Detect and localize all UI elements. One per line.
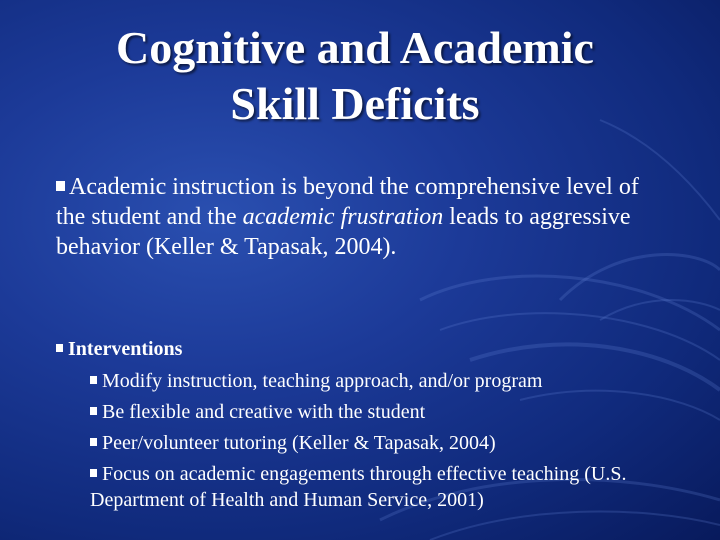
intervention-text: Be flexible and creative with the student: [102, 401, 426, 423]
intervention-item: [90, 430, 650, 456]
interventions-heading-text: Interventions: [68, 338, 183, 360]
intervention-text: Focus on academic engagements through effective teaching (U.S. Department of Health and Human Service, 2001): [90, 463, 627, 511]
intervention-item: [90, 461, 650, 513]
square-bullet-icon: [90, 469, 97, 477]
title-line-2: Skill Deficits: [230, 78, 480, 129]
square-bullet-icon: [56, 344, 63, 352]
square-bullet-icon: [56, 181, 65, 191]
square-bullet-icon: [90, 407, 97, 415]
intervention-text: Modify instruction, teaching approach, and/or program: [102, 370, 543, 392]
main-bullet-text-start: Academic instruction is beyond the comprehensive level of the student and the: [56, 174, 639, 230]
main-bullet-text-end: leads to aggressive behavior (Keller & Tapasak, 2004).: [56, 204, 631, 260]
slide-title: [0, 20, 710, 132]
intervention-item: [90, 399, 650, 425]
intervention-item: [90, 368, 650, 394]
main-bullet-italic-text: academic frustration: [242, 204, 444, 230]
square-bullet-icon: [90, 438, 97, 446]
interventions-heading: [56, 336, 656, 362]
main-bullet: [56, 172, 656, 262]
interventions-list: [90, 368, 650, 518]
title-line-1: Cognitive and Academic: [116, 22, 594, 73]
square-bullet-icon: [90, 376, 97, 384]
intervention-text: Peer/volunteer tutoring (Keller & Tapasak, 2004): [102, 432, 496, 454]
